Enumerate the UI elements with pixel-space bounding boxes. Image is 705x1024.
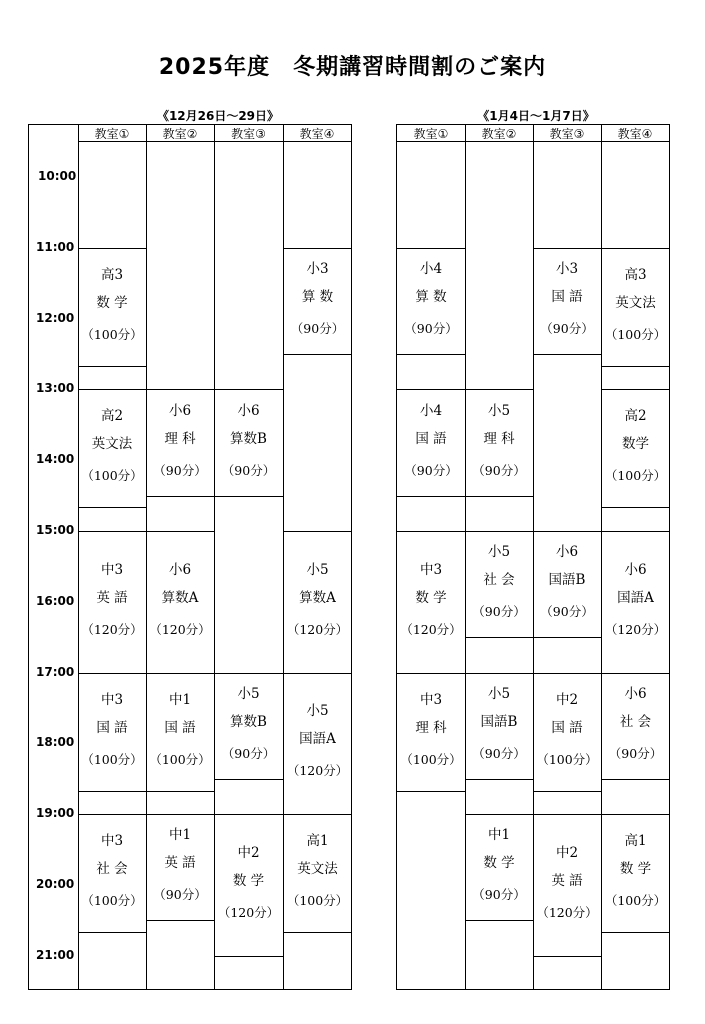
class-border <box>146 814 214 815</box>
class-block <box>397 556 465 644</box>
class-duration: （100分） <box>604 893 667 909</box>
time-label: 12:00 <box>36 310 75 325</box>
class-subject: 社 会 <box>483 572 515 589</box>
class-subject: 算 数 <box>301 288 334 305</box>
class-grade: 高2 <box>100 408 124 425</box>
class-subject: 英 語 <box>551 873 583 889</box>
class-block <box>146 556 214 644</box>
class-border <box>397 389 465 390</box>
class-border <box>146 791 214 792</box>
class-border <box>465 637 533 638</box>
class-border <box>465 920 533 921</box>
class-grade: 小6 <box>624 561 647 578</box>
class-border <box>397 531 465 532</box>
class-grade: 中1 <box>487 827 511 844</box>
class-grade: 中3 <box>419 691 443 708</box>
class-duration: （90分） <box>472 604 526 620</box>
class-grade: 小4 <box>419 260 443 277</box>
class-border <box>283 673 352 674</box>
class-subject: 社 会 <box>96 861 128 878</box>
class-subject: 数学 <box>622 436 649 453</box>
time-label: 20:00 <box>36 877 75 891</box>
class-duration: （100分） <box>400 751 462 767</box>
class-subject: 英文法 <box>91 436 133 453</box>
class-border <box>146 496 214 497</box>
class-border <box>601 673 670 674</box>
time-label: 15:00 <box>36 523 75 537</box>
class-border <box>78 531 146 532</box>
class-duration: （120分） <box>604 621 667 637</box>
class-border <box>533 354 601 355</box>
class-border <box>283 248 352 249</box>
class-subject: 国 語 <box>96 719 128 736</box>
class-border <box>214 814 283 815</box>
class-grade: 小5 <box>237 685 260 702</box>
class-block <box>78 556 146 644</box>
class-subject: 英文法 <box>615 294 656 311</box>
class-grade: 小3 <box>306 260 329 277</box>
class-border <box>283 354 352 355</box>
room-header-left-4: 教室④ <box>283 126 351 142</box>
class-duration: （90分） <box>540 604 594 620</box>
class-border <box>78 248 146 249</box>
class-border <box>533 814 601 815</box>
class-subject: 理 科 <box>415 719 447 736</box>
class-grade: 高3 <box>100 266 124 283</box>
class-subject: 国 語 <box>415 430 447 447</box>
class-subject: 国語B <box>480 713 518 730</box>
class-border <box>465 389 533 390</box>
class-duration: （120分） <box>536 905 598 920</box>
class-border <box>283 814 352 815</box>
class-subject: 数 学 <box>415 589 447 606</box>
class-duration: （120分） <box>286 621 349 637</box>
class-border <box>283 531 352 532</box>
time-label: 10:00 <box>38 169 77 183</box>
class-block <box>283 827 352 915</box>
class-border <box>533 531 601 532</box>
class-duration: （90分） <box>608 745 663 761</box>
period-label-1: 《12月26日～29日》 <box>156 109 280 123</box>
class-block <box>533 839 601 927</box>
class-border <box>146 920 214 921</box>
room-header-right-2: 教室② <box>465 126 533 142</box>
class-duration: （100分） <box>149 751 211 767</box>
class-block <box>601 680 670 768</box>
class-block <box>283 697 352 785</box>
class-border <box>78 389 146 390</box>
class-grade: 高2 <box>624 408 647 425</box>
class-block <box>601 261 670 349</box>
class-border <box>601 531 670 532</box>
class-grade: 中3 <box>100 561 124 578</box>
time-label: 21:00 <box>36 947 75 962</box>
room-header-left-1: 教室① <box>78 126 146 142</box>
class-border <box>214 779 283 780</box>
class-duration: （120分） <box>81 621 143 637</box>
class-grade: 中3 <box>100 833 124 850</box>
class-block <box>78 402 146 490</box>
class-border <box>465 779 533 780</box>
class-subject: 英文法 <box>297 861 338 878</box>
class-border <box>533 673 601 674</box>
class-subject: 数 学 <box>232 873 265 889</box>
class-grade: 小4 <box>419 402 443 419</box>
class-grade: 小6 <box>555 544 579 561</box>
class-block <box>214 397 283 485</box>
class-subject: 国語A <box>299 731 336 748</box>
class-grade: 中3 <box>419 561 443 578</box>
class-duration: （100分） <box>286 893 349 909</box>
class-border <box>214 389 283 390</box>
class-border <box>465 814 533 815</box>
class-duration: （100分） <box>604 326 667 342</box>
class-duration: （120分） <box>286 763 349 779</box>
class-duration: （120分） <box>149 621 211 637</box>
class-duration: （90分） <box>404 462 458 478</box>
class-block <box>533 538 601 626</box>
class-duration: （100分） <box>81 751 143 767</box>
class-border <box>146 673 214 674</box>
class-duration: （90分） <box>540 320 594 336</box>
class-block <box>397 397 465 485</box>
class-border <box>397 248 465 249</box>
class-border <box>533 637 601 638</box>
class-duration: （120分） <box>217 905 280 920</box>
class-border <box>78 814 146 815</box>
class-duration: （90分） <box>472 887 526 903</box>
class-block <box>146 397 214 485</box>
class-duration: （100分） <box>81 326 143 342</box>
class-grade: 小5 <box>487 685 511 702</box>
class-subject: 算数B <box>230 430 267 447</box>
class-subject: 国 語 <box>551 719 583 736</box>
class-subject: 算 数 <box>415 288 447 305</box>
class-grade: 高1 <box>306 833 329 850</box>
class-border <box>214 496 283 497</box>
time-label: 14:00 <box>36 452 75 467</box>
class-subject: 算数A <box>161 589 199 606</box>
time-label: 11:00 <box>36 239 75 254</box>
class-border <box>601 248 670 249</box>
room-header-left-2: 教室② <box>146 126 214 142</box>
class-duration: （100分） <box>81 468 143 484</box>
class-subject: 理 科 <box>483 430 515 447</box>
class-border <box>214 673 283 674</box>
class-block <box>601 827 670 915</box>
class-grade: 小6 <box>168 402 192 419</box>
class-subject: 社 会 <box>619 713 652 730</box>
class-border <box>533 248 601 249</box>
class-border <box>601 814 670 815</box>
class-grade: 小6 <box>237 402 260 419</box>
class-block <box>397 255 465 343</box>
class-border <box>397 496 465 497</box>
class-border <box>397 673 465 674</box>
class-border <box>146 389 214 390</box>
class-subject: 数 学 <box>619 861 652 878</box>
class-grade: 中1 <box>168 691 192 708</box>
class-border <box>397 791 465 792</box>
class-duration: （100分） <box>81 893 143 909</box>
class-grade: 小5 <box>487 402 511 419</box>
class-block <box>601 556 670 644</box>
class-block <box>146 821 214 909</box>
class-border <box>283 932 352 933</box>
class-border <box>533 791 601 792</box>
class-border <box>78 507 146 508</box>
class-subject: 英 語 <box>96 589 128 606</box>
class-block <box>465 821 533 909</box>
class-border <box>78 791 146 792</box>
class-block <box>78 827 146 915</box>
class-border <box>214 956 283 957</box>
time-label: 19:00 <box>36 806 75 821</box>
class-block <box>465 680 533 768</box>
class-border <box>146 531 214 532</box>
class-subject: 算数A <box>299 589 336 606</box>
class-grade: 小5 <box>306 703 329 720</box>
class-duration: （90分） <box>472 745 526 761</box>
class-block <box>214 839 283 927</box>
class-subject: 算数B <box>230 713 267 730</box>
class-border <box>601 366 670 367</box>
class-subject: 国語A <box>617 589 654 606</box>
class-border <box>397 354 465 355</box>
class-border <box>465 673 533 674</box>
room-header-right-4: 教室④ <box>601 126 669 142</box>
class-block <box>78 261 146 349</box>
class-subject: 理 科 <box>164 430 196 447</box>
time-label: 17:00 <box>36 664 75 679</box>
class-duration: （90分） <box>221 462 276 478</box>
class-grade: 中2 <box>237 845 260 861</box>
class-border <box>533 956 601 957</box>
class-block <box>146 686 214 774</box>
class-block <box>283 255 352 343</box>
class-block <box>533 255 601 343</box>
class-duration: （90分） <box>472 462 526 478</box>
page-title: 2025年度 冬期講習時間割のご案内 <box>158 55 547 80</box>
class-grade: 中2 <box>555 845 579 861</box>
class-block <box>601 402 670 490</box>
class-subject: 国 語 <box>551 288 583 305</box>
class-duration: （90分） <box>221 745 276 761</box>
class-grade: 中3 <box>100 691 124 708</box>
class-grade: 中1 <box>168 827 192 844</box>
class-duration: （90分） <box>290 320 345 336</box>
class-block <box>214 680 283 768</box>
time-label: 18:00 <box>36 735 75 750</box>
class-grade: 小5 <box>306 561 329 578</box>
class-subject: 英 語 <box>164 855 196 872</box>
class-grade: 小6 <box>168 561 192 578</box>
class-border <box>601 932 670 933</box>
class-subject: 国語B <box>548 572 586 589</box>
class-border <box>78 673 146 674</box>
class-duration: （120分） <box>400 621 462 637</box>
class-duration: （100分） <box>604 468 667 484</box>
class-block <box>283 556 352 644</box>
class-border <box>465 496 533 497</box>
room-header-right-3: 教室③ <box>533 126 601 142</box>
class-grade: 高1 <box>624 833 647 850</box>
class-grade: 小6 <box>624 685 647 702</box>
period-label-2: 《1月4日～1月7日》 <box>477 109 595 123</box>
class-subject: 国 語 <box>164 719 196 736</box>
class-border <box>601 507 670 508</box>
room-header-right-1: 教室① <box>397 126 465 142</box>
class-duration: （100分） <box>536 751 598 767</box>
class-border <box>465 531 533 532</box>
class-subject: 数 学 <box>96 294 128 311</box>
class-grade: 小5 <box>487 544 511 561</box>
class-duration: （90分） <box>153 462 207 478</box>
class-grade: 小3 <box>555 260 579 277</box>
class-border <box>78 366 146 367</box>
class-border <box>601 779 670 780</box>
class-block <box>397 686 465 774</box>
class-block <box>78 686 146 774</box>
time-label: 16:00 <box>36 593 75 608</box>
time-label: 13:00 <box>36 381 75 396</box>
class-border <box>601 389 670 390</box>
class-block <box>465 538 533 626</box>
class-subject: 数 学 <box>483 855 515 872</box>
class-border <box>78 932 146 933</box>
class-block <box>465 397 533 485</box>
class-block <box>533 686 601 774</box>
room-header-left-3: 教室③ <box>214 126 283 142</box>
class-grade: 高3 <box>624 266 647 283</box>
class-duration: （90分） <box>153 887 207 903</box>
class-duration: （90分） <box>404 320 458 336</box>
class-grade: 中2 <box>555 691 579 708</box>
